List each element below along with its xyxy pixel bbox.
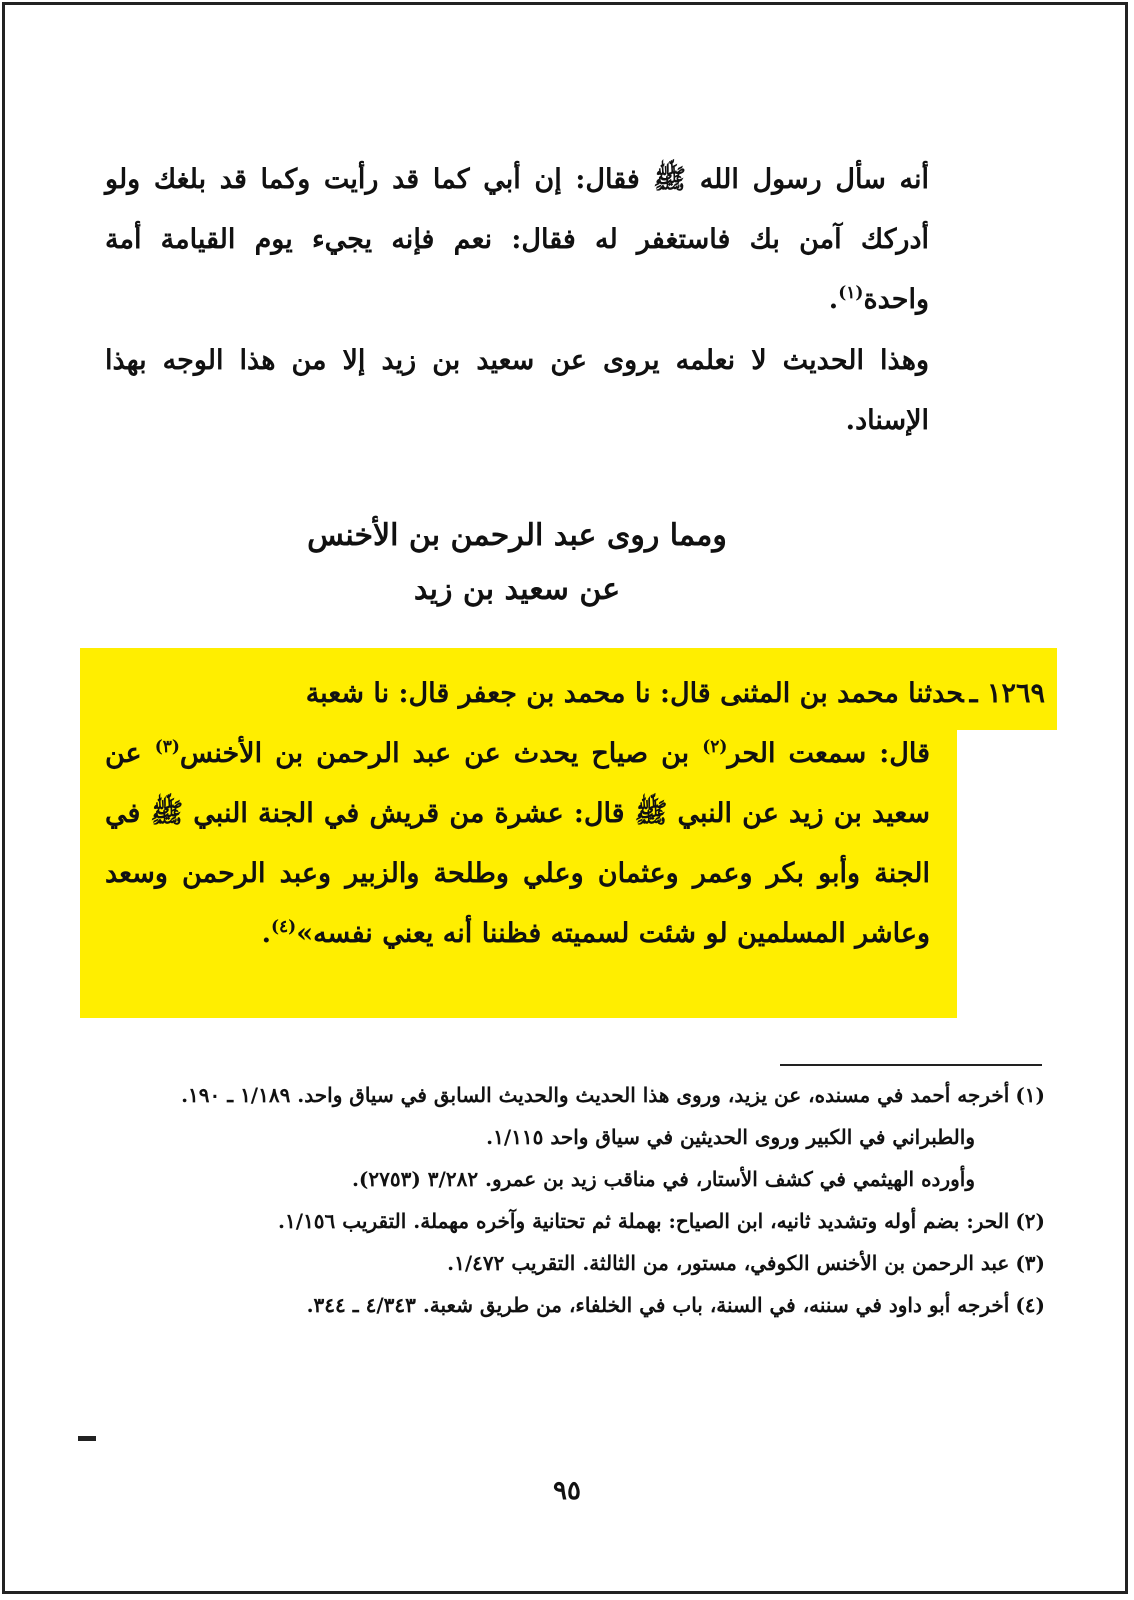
hadith-seg-1: قال: سمعت الحر bbox=[727, 738, 930, 769]
footnote-text: أخرجه أحمد في مسنده، عن يزيد، وروى هذا الحديث والحديث السابق في سياق واحد. ١/١٨٩ ـ ١٩٠. bbox=[181, 1083, 1010, 1107]
footnote-4 bbox=[105, 1284, 1045, 1326]
hadith-number: ١٢٦٩ ـ bbox=[969, 678, 1045, 709]
paragraph-2: وهذا الحديث لا نعلمه يروى عن سعيد بن زيد إلا من هذا الوجه بهذا الإسناد. bbox=[105, 345, 929, 436]
hadith-body bbox=[105, 724, 930, 964]
footnote-text: أخرجه أبو داود في سننه، في السنة، باب في الخلفاء، من طريق شعبة. ٤/٣٤٣ ـ ٣٤٤. bbox=[306, 1293, 1010, 1317]
footnote-1-cont-b bbox=[105, 1158, 975, 1200]
section-heading-line-1: ومما روى عبد الرحمن بن الأخنس bbox=[307, 518, 727, 553]
paragraph-1-text: أنه سأل رسول الله ﷺ فقال: إن أبي كما قد رأيت وكما قد بلغك ولو أدركك آمن بك فاستغفر له فقال: نعم فإنه يجيء يوم القيامة أمة واحدة bbox=[105, 164, 929, 315]
footnote-2 bbox=[105, 1200, 1045, 1242]
footnote-number: (٣) bbox=[1015, 1251, 1045, 1275]
footnote-ref-1: (١) bbox=[838, 283, 864, 303]
footnote-number: (١) bbox=[1015, 1083, 1045, 1107]
footnote-ref-3: (٣) bbox=[154, 737, 180, 757]
hadith-1269 bbox=[105, 664, 1045, 964]
footnote-1 bbox=[105, 1074, 1045, 1116]
footnote-ref-2: (٢) bbox=[702, 737, 728, 757]
footnote-text: وأورده الهيثمي في كشف الأستار، في مناقب زيد بن عمرو. ٣/٢٨٢ (٢٧٥٣). bbox=[351, 1167, 975, 1191]
footnotes bbox=[105, 1074, 1045, 1326]
footnote-separator bbox=[780, 1064, 1042, 1066]
hadith-line-1: حدثنا محمد بن المثنى قال: نا محمد بن جعفر قال: نا شعبة bbox=[305, 678, 964, 709]
footnote-number: (٤) bbox=[1015, 1293, 1045, 1317]
paragraph-1: أنه سأل رسول الله ﷺ فقال: إن أبي كما قد رأيت وكما قد بلغك ولو أدركك آمن بك فاستغفر له فقال: نعم فإنه يجيء يوم القيامة أمة واحدة$^{(١)}$. bbox=[105, 164, 929, 315]
footnote-3 bbox=[105, 1242, 1045, 1284]
footnote-number: (٢) bbox=[1015, 1209, 1045, 1233]
page-number: ٩٥ bbox=[553, 1476, 581, 1506]
hadith-first-line bbox=[105, 664, 1045, 724]
footnote-text: الحر: بضم أوله وتشديد ثانيه، ابن الصياح: بهملة ثم تحتانية وآخره مهملة. التقريب ١/١٥٦. bbox=[278, 1209, 1010, 1233]
footnote-text: والطبراني في الكبير وروى الحديثين في سياق واحد ١/١١٥. bbox=[486, 1125, 975, 1149]
footnote-1-cont-a bbox=[105, 1116, 975, 1158]
section-heading-line-2: عن سعيد بن زيد bbox=[413, 572, 621, 607]
hadith-seg-2: بن صياح يحدث عن عبد الرحمن بن الأخنس bbox=[179, 738, 703, 769]
hadith-seg-4: . bbox=[261, 918, 271, 949]
margin-dash-mark bbox=[78, 1436, 96, 1441]
footnote-text: عبد الرحمن بن الأخنس الكوفي، مستور، من الثالثة. التقريب ١/٤٧٢. bbox=[447, 1251, 1010, 1275]
footnote-ref-4: (٤) bbox=[270, 917, 297, 937]
hadith-seg-3: عن سعيد بن زيد عن النبي ﷺ قال: عشرة من قريش في الجنة النبي ﷺ في الجنة وأبو بكر وعمر وعثمان وعلي وطلحة والزبير وعبد الرحمن وسعد وعاشر المسلمين لو شئت لسميته فظننا أنه يعني نفسه» bbox=[105, 738, 930, 949]
